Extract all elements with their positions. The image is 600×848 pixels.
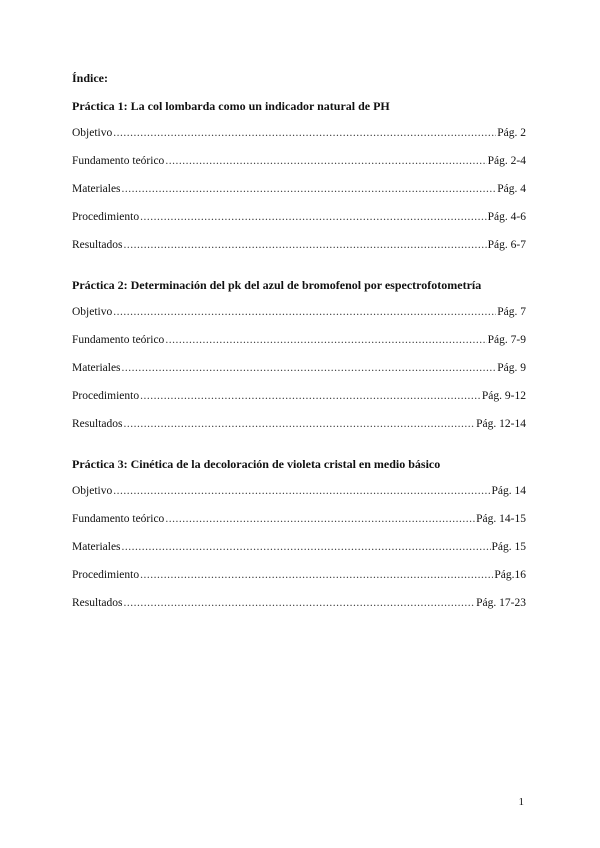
toc-entry-fundamento-teorico (72, 153, 526, 169)
page-number: 1 (518, 796, 524, 808)
toc-entry-label: Materiales (72, 183, 121, 195)
toc-entry-label: Procedimiento (72, 211, 140, 223)
toc-entry-label: Resultados (72, 418, 123, 430)
toc-entry-procedimiento (72, 209, 526, 225)
toc-entry-procedimiento (72, 567, 526, 583)
toc-entry-page: Pág. 2 (497, 127, 526, 139)
toc-entry-page: Pág. 4 (497, 183, 526, 195)
toc-entry-page: Pág. 7-9 (487, 334, 526, 346)
toc-entry-resultados (72, 237, 526, 253)
toc-entry-label: Materiales (72, 541, 121, 553)
toc-entry-page: Pág. 4-6 (487, 211, 526, 223)
toc-entry-objetivo (72, 125, 526, 141)
dot-leader (113, 125, 496, 141)
section-title: Práctica 2: Determinación del pk del azul de bromofenol por espectrofotometría (72, 278, 482, 292)
toc-entry-resultados (72, 595, 526, 611)
toc-entry-label: Fundamento teórico (72, 155, 165, 167)
dot-leader (122, 539, 491, 555)
index-heading: Índice: (72, 71, 108, 85)
toc-entry-label: Objetivo (72, 127, 113, 139)
table-of-contents (72, 70, 526, 611)
toc-entry-label: Fundamento teórico (72, 334, 165, 346)
toc-entry-label: Objetivo (72, 306, 113, 318)
toc-entry-objetivo (72, 483, 526, 499)
toc-entry-page: Pág.16 (494, 569, 526, 581)
toc-entry-label: Resultados (72, 239, 123, 251)
section-title: Práctica 3: Cinética de la decoloración de violeta cristal en medio básico (72, 457, 441, 471)
toc-entry-page: Pág. 14 (491, 485, 526, 497)
toc-entry-page: Pág. 12-14 (476, 418, 526, 430)
toc-entry-label: Fundamento teórico (72, 513, 165, 525)
toc-entry-label: Materiales (72, 362, 121, 374)
dot-leader (123, 595, 475, 611)
dot-leader (123, 416, 475, 432)
dot-leader (122, 360, 497, 376)
toc-entry-page: Pág. 17-23 (476, 597, 526, 609)
section-title: Práctica 1: La col lombarda como un indicador natural de PH (72, 99, 390, 113)
toc-entry-label: Resultados (72, 597, 123, 609)
dot-leader (165, 511, 475, 527)
toc-entry-resultados (72, 416, 526, 432)
toc-entry-materiales (72, 539, 526, 555)
toc-entry-page: Pág. 2-4 (487, 155, 526, 167)
toc-entry-materiales (72, 181, 526, 197)
dot-leader (122, 181, 497, 197)
dot-leader (123, 237, 486, 253)
toc-entry-label: Objetivo (72, 485, 113, 497)
dot-leader (165, 332, 486, 348)
toc-entry-fundamento-teorico (72, 332, 526, 348)
dot-leader (165, 153, 486, 169)
dot-leader (140, 209, 487, 225)
toc-entry-procedimiento (72, 388, 526, 404)
toc-entry-page: Pág. 15 (491, 541, 526, 553)
toc-entry-objetivo (72, 304, 526, 320)
toc-section-practica-3 (72, 456, 526, 611)
toc-entry-page: Pág. 6-7 (487, 239, 526, 251)
toc-entry-page: Pág. 9-12 (481, 390, 526, 402)
toc-entry-label: Procedimiento (72, 390, 140, 402)
toc-entry-label: Procedimiento (72, 569, 140, 581)
toc-entry-page: Pág. 9 (497, 362, 526, 374)
toc-entry-page: Pág. 7 (497, 306, 526, 318)
dot-leader (140, 567, 493, 583)
toc-entry-fundamento-teorico (72, 511, 526, 527)
dot-leader (113, 304, 496, 320)
toc-section-practica-2 (72, 277, 526, 432)
dot-leader (140, 388, 481, 404)
toc-section-practica-1 (72, 98, 526, 253)
toc-entry-materiales (72, 360, 526, 376)
dot-leader (113, 483, 490, 499)
toc-entry-page: Pág. 14-15 (476, 513, 526, 525)
